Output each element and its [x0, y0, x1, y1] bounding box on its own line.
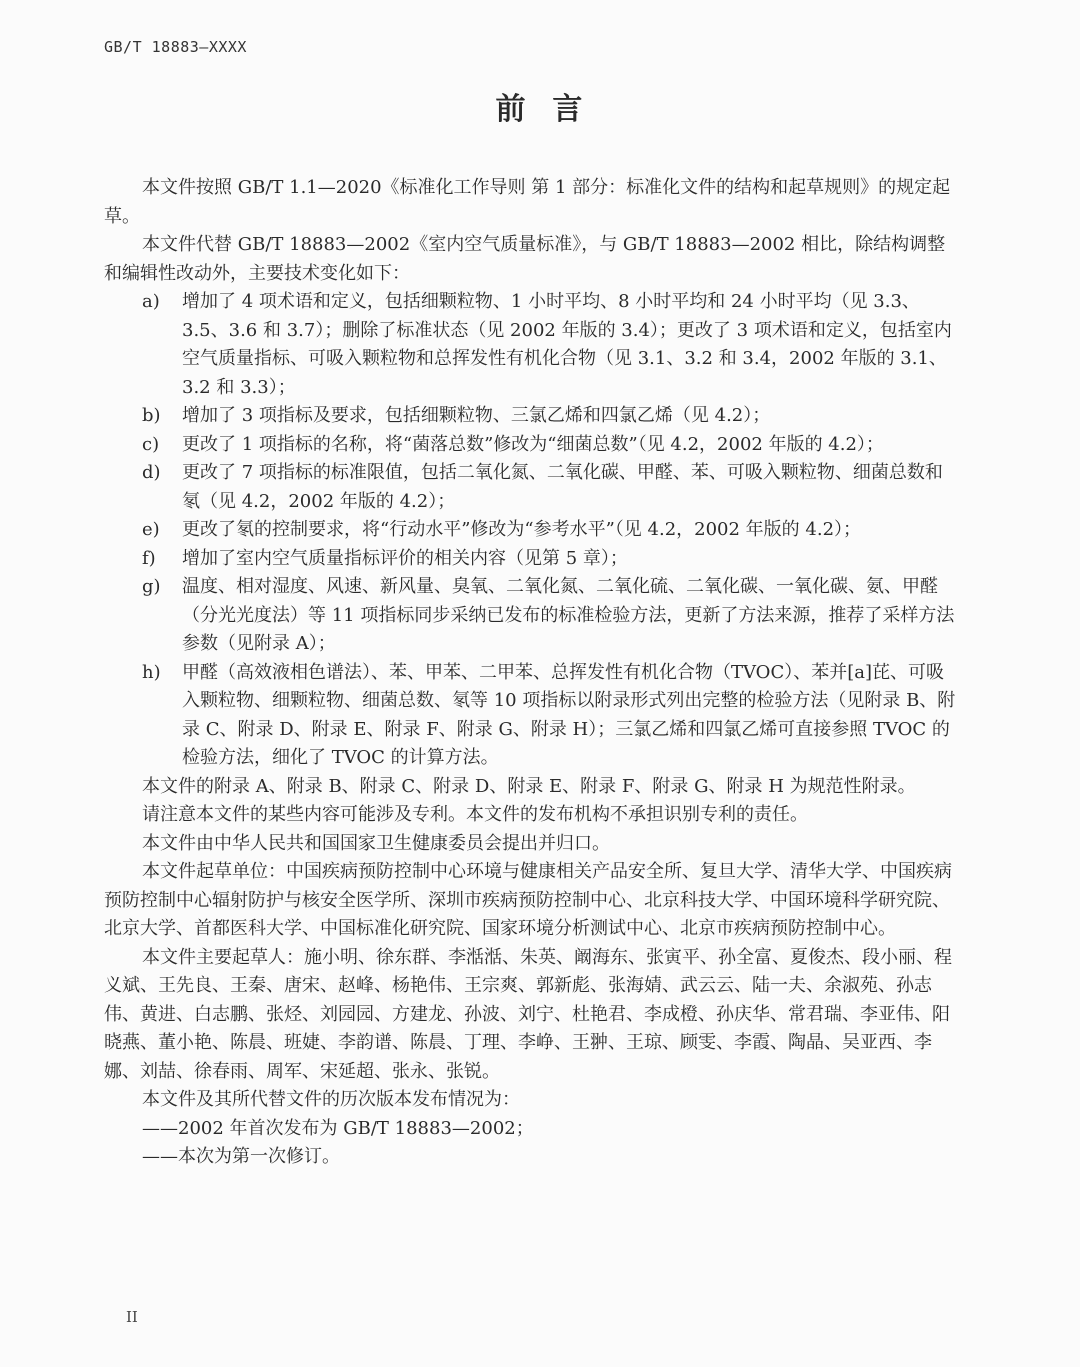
item-marker: f)	[142, 547, 156, 569]
paragraph-drafting-rules: 本文件按照 GB/T 1.1—2020《标准化工作导则 第 1 部分：标准化文件的结构和起草规则》的规定起草。	[104, 177, 951, 227]
foreword-body	[104, 174, 956, 1172]
page-title: 前 言	[495, 92, 585, 127]
item-text: 更改了氡的控制要求，将“行动水平”修改为“参考水平”（见 4.2，2002 年版的 4.2）；	[182, 519, 862, 540]
change-item-c	[104, 431, 956, 460]
change-item-b	[104, 402, 956, 431]
paragraph-history-intro: 本文件及其所代替文件的历次版本发布情况为：	[142, 1089, 520, 1110]
document-code: GB/T 18883—XXXX	[104, 38, 247, 56]
item-marker: e)	[142, 519, 160, 540]
item-marker: h)	[142, 661, 161, 683]
change-item-d	[104, 459, 956, 516]
paragraph-replacement: 本文件代替 GB/T 18883—2002《室内空气质量标准》，与 GB/T 18883—2002 相比，除结构调整和编辑性改动外，主要技术变化如下：	[104, 234, 946, 284]
item-text: 增加了 3 项指标及要求，包括细颗粒物、三氯乙烯和四氯乙烯（见 4.2）；	[182, 405, 771, 426]
change-item-a	[104, 288, 956, 402]
history-entry-2002: ——2002 年首次发布为 GB/T 18883—2002；	[142, 1117, 534, 1139]
change-item-g	[104, 573, 956, 659]
paragraph-patent: 请注意本文件的某些内容可能涉及专利。本文件的发布机构不承担识别专利的责任。	[142, 804, 808, 825]
item-text: 温度、相对湿度、风速、新风量、臭氧、二氧化氮、二氧化硫、二氧化碳、一氧化碳、氨、甲醛（分光光度法）等 11 项指标同步采纳已发布的标准检验方法，更新了方法来源，推荐了采样方法参数（见附录 A）；	[182, 576, 955, 654]
item-text: 增加了室内空气质量指标评价的相关内容（见第 5 章）；	[182, 547, 628, 569]
item-text: 甲醛（高效液相色谱法）、苯、甲苯、二甲苯、总挥发性有机化合物（TVOC）、苯并[a]芘、可吸入颗粒物、细颗粒物、细菌总数、氡等 10 项指标以附录形式列出完整的检验方法（见附录 B、附录 C、附录 D、附录 E、附录 F、附录 G、附录 H）；三氯乙烯和四氯乙烯可直接参照 TVOC 的检验方法，细化了 TVOC 的计算方法。	[182, 661, 956, 768]
item-marker: g)	[142, 576, 161, 597]
item-text: 更改了 1 项指标的名称，将“菌落总数”修改为“细菌总数”（见 4.2，2002 年版的 4.2）；	[182, 433, 884, 455]
item-marker: d)	[142, 462, 161, 483]
paragraph-proposer: 本文件由中华人民共和国国家卫生健康委员会提出并归口。	[142, 832, 610, 854]
history-entry-current: ——本次为第一次修订。	[142, 1146, 340, 1167]
item-text: 增加了 4 项术语和定义，包括细颗粒物、1 小时平均、8 小时平均和 24 小时平均（见 3.3、3.5、3.6 和 3.7）；删除了标准状态（见 2002 年版的 3.4）；更改了 3 项术语和定义，包括室内空气质量指标、可吸入颗粒物和总挥发性有机化合物（见 3.1、3.2 和 3.4，2002 年版的 3.1、3.2 和 3.3）；	[182, 291, 952, 398]
change-item-h	[104, 659, 956, 773]
paragraph-drafters: 本文件主要起草人：施小明、徐东群、李湉湉、朱英、阚海东、张寅平、孙全富、夏俊杰、段小丽、程义斌、王先良、王秦、唐宋、赵峰、杨艳伟、王宗爽、郭新彪、张海婧、武云云、陆一夫、余淑苑、孙志伟、黄进、白志鹏、张烃、刘园园、方建龙、孙波、刘宁、杜艳君、李成橙、孙庆华、常君瑞、李亚伟、阳晓燕、董小艳、陈晨、班婕、李韵谱、陈晨、丁理、李峥、王翀、王琼、顾雯、李霞、陶晶、吴亚西、李娜、刘喆、徐春雨、周军、宋延超、张永、张锐。	[104, 946, 952, 1082]
item-marker: b)	[142, 405, 161, 426]
item-marker: c)	[142, 433, 160, 455]
page-number: II	[126, 1308, 138, 1326]
item-text: 更改了 7 项指标的标准限值，包括二氧化氮、二氧化碳、甲醛、苯、可吸入颗粒物、细菌总数和氡（见 4.2，2002 年版的 4.2）；	[182, 462, 943, 512]
change-item-f	[104, 545, 956, 574]
paragraph-appendix: 本文件的附录 A、附录 B、附录 C、附录 D、附录 E、附录 F、附录 G、附录 H 为规范性附录。	[142, 775, 916, 797]
change-item-e	[104, 516, 956, 545]
paragraph-drafting-units: 本文件起草单位：中国疾病预防控制中心环境与健康相关产品安全所、复旦大学、清华大学、中国疾病预防控制中心辐射防护与核安全医学所、深圳市疾病预防控制中心、北京科技大学、中国环境科学研究院、北京大学、首都医科大学、中国标准化研究院、国家环境分析测试中心、北京市疾病预防控制中心。	[104, 861, 952, 939]
item-marker: a)	[142, 291, 160, 312]
